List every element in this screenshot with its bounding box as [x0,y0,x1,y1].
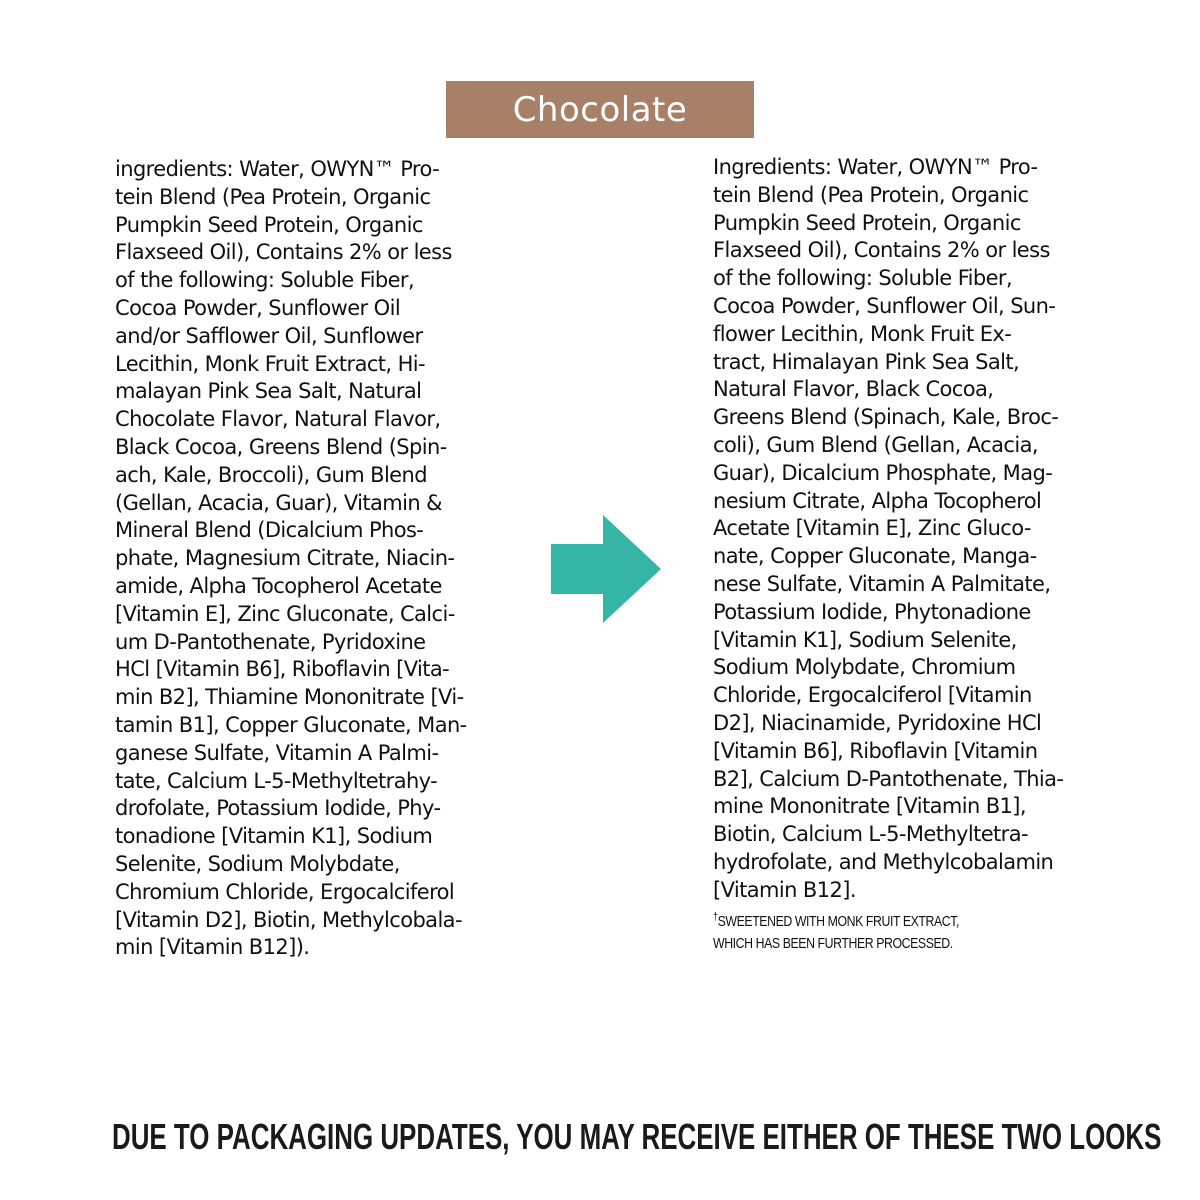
new-ingredients-line: Sodium Molybdate, Chromium [713,655,1016,680]
new-ingredients-line: Potassium Iodide, Phytonadione [713,599,1031,624]
old-ingredients-panel [115,156,467,962]
old-ingredients-line: [Vitamin E], Zinc Gluconate, Calci- [115,601,455,626]
old-ingredients-line: [Vitamin D2], Biotin, Methylcobala- [115,907,462,932]
new-ingredients-line: [Vitamin B12]. [713,877,856,902]
old-ingredients-line: ganese Sulfate, Vitamin A Palmi- [115,740,439,765]
old-ingredients-line: Flaxseed Oil), Contains 2% or less [115,240,452,265]
new-ingredients-line: B2], Calcium D-Pantothenate, Thia- [713,766,1064,791]
new-ingredients-line: Pumpkin Seed Protein, Organic [713,210,1021,235]
old-ingredients-line: min [Vitamin B12]). [115,935,310,960]
new-ingredients-panel [713,154,1063,905]
new-ingredients-line: [Vitamin K1], Sodium Selenite, [713,627,1017,652]
flavor-title: Chocolate [512,89,688,130]
old-ingredients-line: HCl [Vitamin B6], Riboflavin [Vita- [115,657,450,682]
old-ingredients-line: Selenite, Sodium Molybdate, [115,851,400,876]
arrow-shape [551,515,661,623]
old-ingredients-line: tamin B1], Copper Gluconate, Man- [115,712,467,737]
new-ingredients-line: mine Mononitrate [Vitamin B1], [713,794,1026,819]
flavor-banner [446,81,754,138]
new-ingredients-line: nese Sulfate, Vitamin A Palmitate, [713,571,1051,596]
sweetener-footnote [713,906,959,955]
new-ingredients-line: Greens Blend (Spinach, Kale, Broc- [713,405,1059,430]
old-ingredients-line: tate, Calcium L-5-Methyltetrahy- [115,768,438,793]
new-ingredients-line: D2], Niacinamide, Pyridoxine HCl [713,710,1042,735]
packaging-notice: DUE TO PACKAGING UPDATES, YOU MAY RECEIVE EITHER OF THESE TWO LOOKS [112,1116,1162,1157]
old-ingredients-line: and/or Safflower Oil, Sunflower [115,323,423,348]
old-ingredients-line: amide, Alpha Tocopherol Acetate [115,573,442,598]
old-ingredients-line: Lecithin, Monk Fruit Extract, Hi- [115,351,425,376]
footnote-mark: † [713,911,718,923]
new-ingredients-line: Flaxseed Oil), Contains 2% or less [713,238,1050,263]
new-ingredients-line: coli), Gum Blend (Gellan, Acacia, [713,432,1038,457]
old-ingredients-line: um D-Pantothenate, Pyridoxine [115,629,426,654]
old-ingredients-line: of the following: Soluble Fiber, [115,268,415,293]
old-ingredients-line: Black Cocoa, Greens Blend (Spin- [115,434,447,459]
new-ingredients-line: of the following: Soluble Fiber, [713,266,1013,291]
old-ingredients-line: tonadione [Vitamin K1], Sodium [115,824,433,849]
old-ingredients-line: malayan Pink Sea Salt, Natural [115,379,422,404]
old-ingredients-line: Chocolate Flavor, Natural Flavor, [115,407,441,432]
old-ingredients-line: Pumpkin Seed Protein, Organic [115,212,423,237]
new-ingredients-line: tein Blend (Pea Protein, Organic [713,182,1029,207]
footnote-text: SWEETENED WITH MONK FRUIT EXTRACT, [717,913,960,930]
new-ingredients-line: hydrofolate, and Methylcobalamin [713,849,1054,874]
footnote-line [713,906,959,933]
new-ingredients-line: Biotin, Calcium L-5-Methyltetra- [713,822,1028,847]
old-ingredients-line: tein Blend (Pea Protein, Organic [115,184,431,209]
old-ingredients-line: Mineral Blend (Dicalcium Phos- [115,518,424,543]
arrow-right-icon [551,515,661,623]
new-ingredients-line: [Vitamin B6], Riboflavin [Vitamin [713,738,1038,763]
new-ingredients-line: flower Lecithin, Monk Fruit Ex- [713,321,1012,346]
old-ingredients-line: min B2], Thiamine Mononitrate [Vi- [115,685,464,710]
new-ingredients-line: Guar), Dicalcium Phosphate, Mag- [713,460,1053,485]
new-ingredients-line: nate, Copper Gluconate, Manga- [713,544,1037,569]
new-ingredients-line: Acetate [Vitamin E], Zinc Gluco- [713,516,1031,541]
new-ingredients-line: tract, Himalayan Pink Sea Salt, [713,349,1020,374]
new-ingredients-line: nesium Citrate, Alpha Tocopherol [713,488,1042,513]
old-ingredients-line: Cocoa Powder, Sunflower Oil [115,295,401,320]
old-ingredients-line: Chromium Chloride, Ergocalciferol [115,879,455,904]
old-ingredients-line: phate, Magnesium Citrate, Niacin- [115,546,455,571]
new-ingredients-line: Cocoa Powder, Sunflower Oil, Sun- [713,293,1056,318]
old-ingredients-line: ingredients: Water, OWYN™ Pro- [115,157,440,181]
footnote-line: WHICH HAS BEEN FURTHER PROCESSED. [713,935,953,952]
new-ingredients-line: Natural Flavor, Black Cocoa, [713,377,994,402]
new-ingredients-line: Ingredients: Water, OWYN™ Pro- [713,155,1038,179]
old-ingredients-line: ach, Kale, Broccoli), Gum Blend [115,462,427,487]
old-ingredients-line: (Gellan, Acacia, Guar), Vitamin & [115,490,442,515]
old-ingredients-line: drofolate, Potassium Iodide, Phy- [115,796,441,821]
new-ingredients-line: Chloride, Ergocalciferol [Vitamin [713,683,1032,708]
